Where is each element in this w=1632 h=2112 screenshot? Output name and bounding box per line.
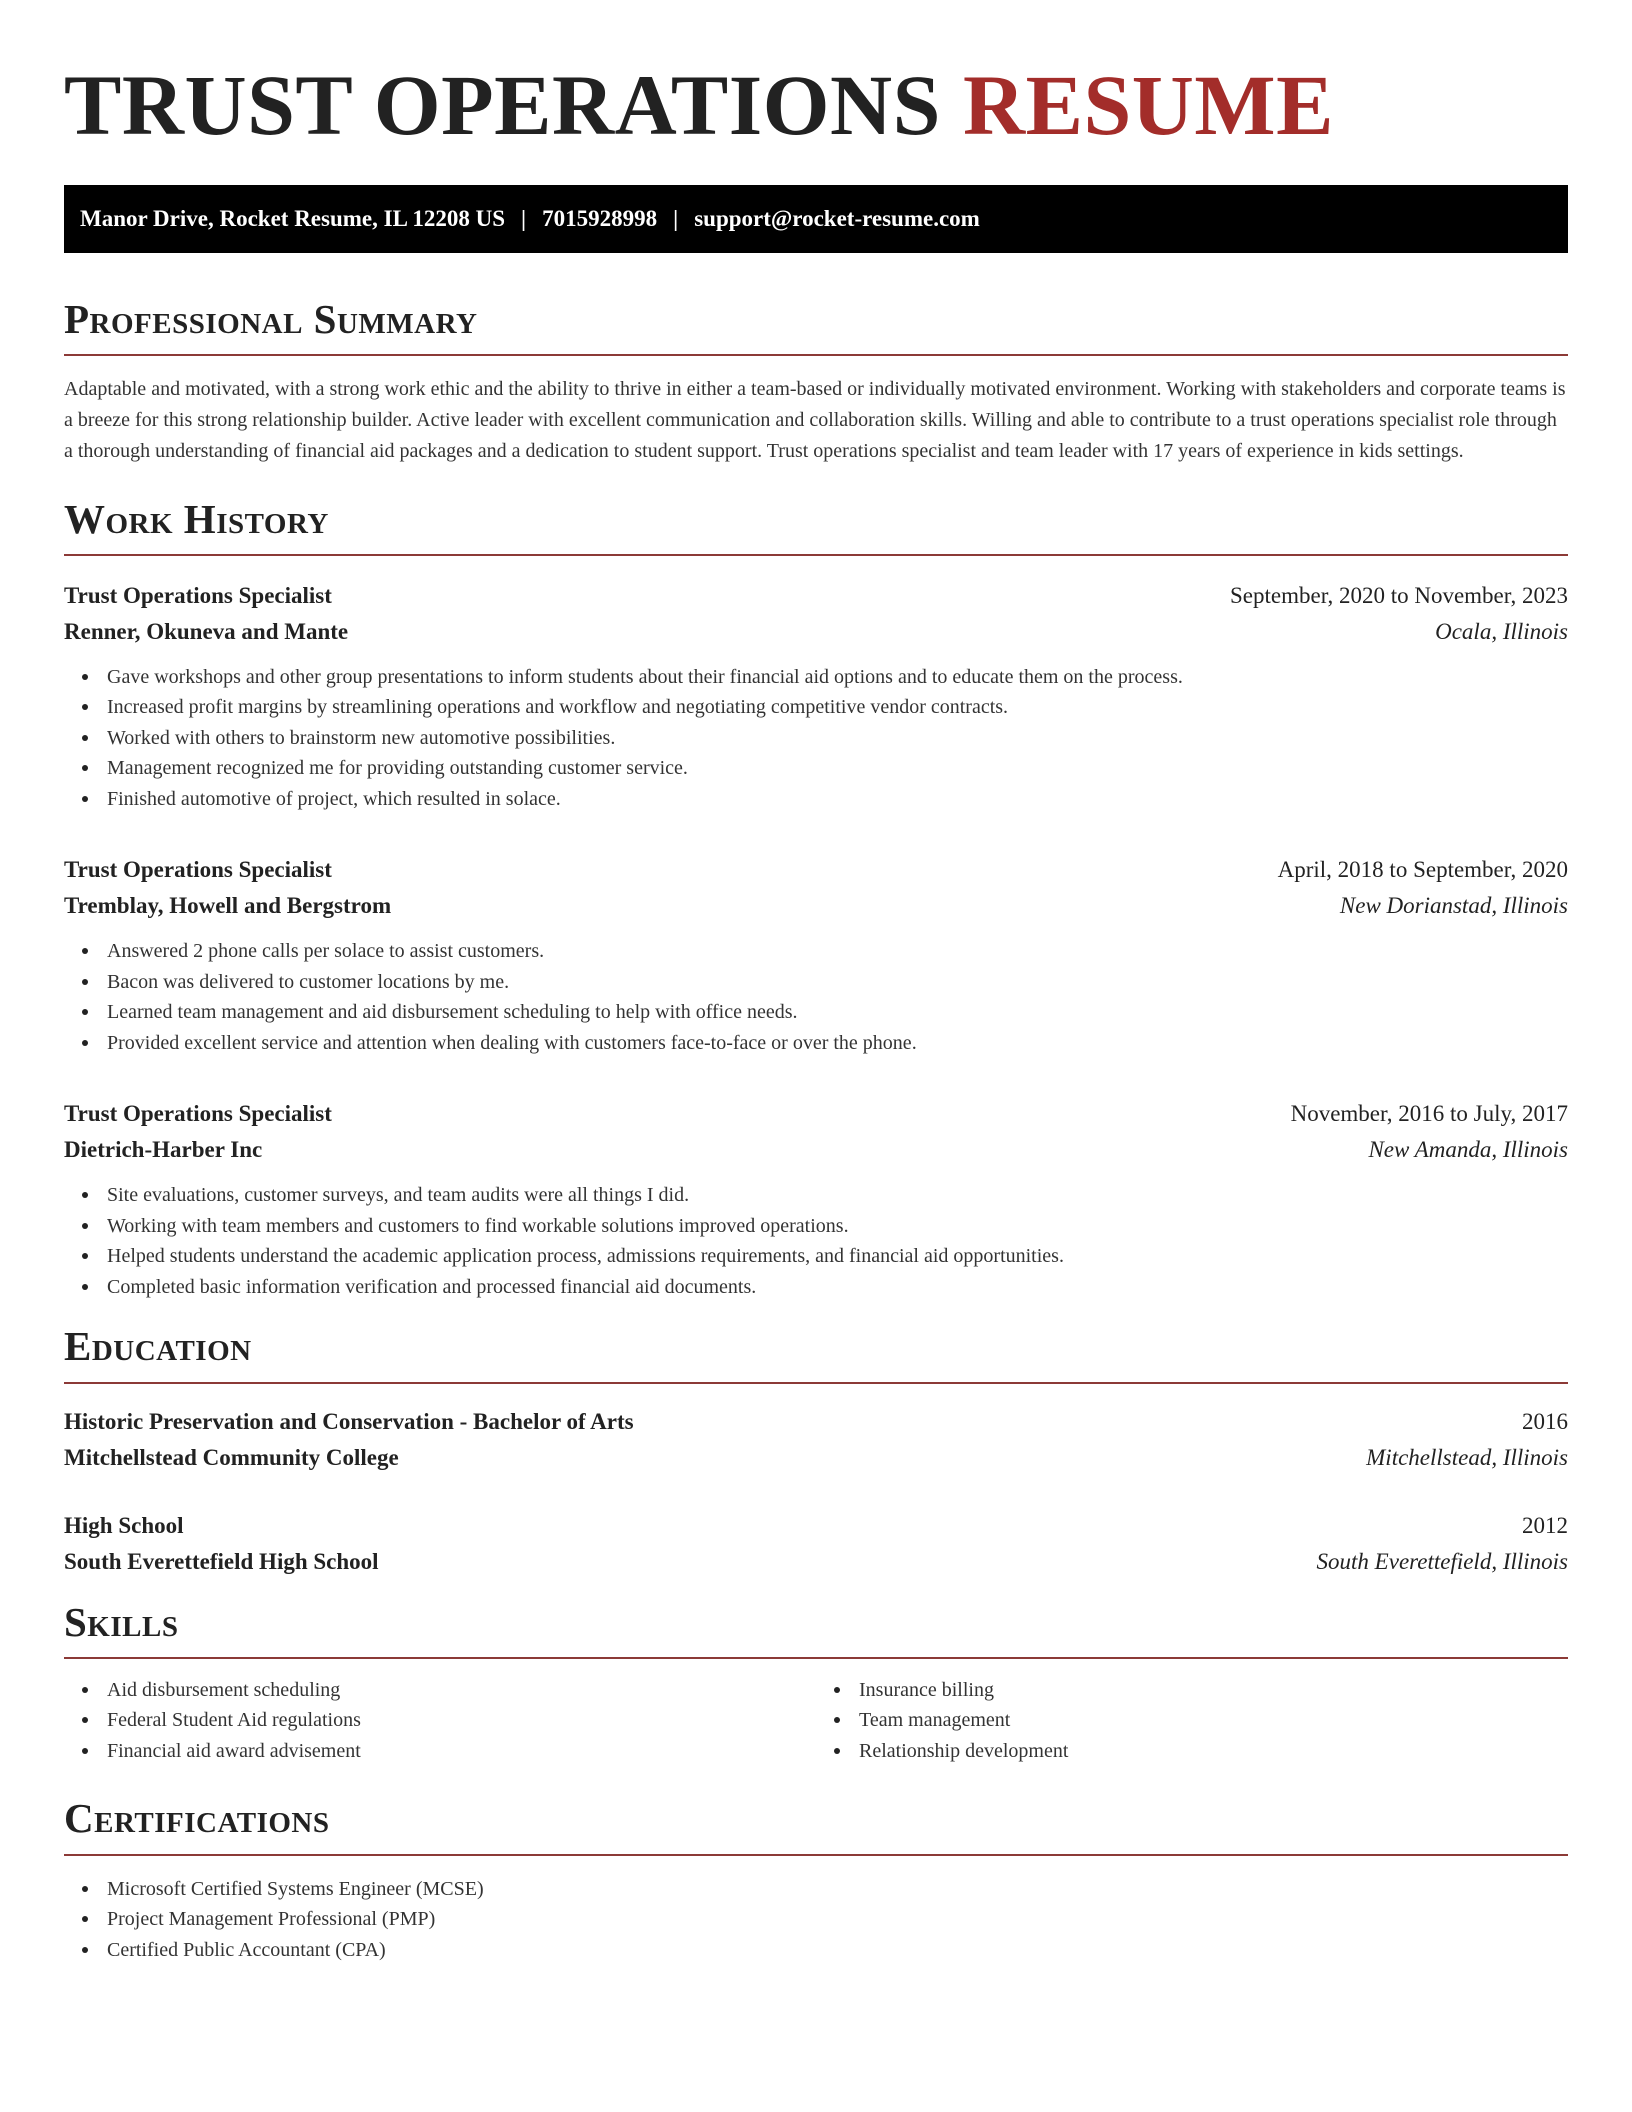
- skills-list-right: [816, 1675, 1568, 1767]
- education-heading: Education: [64, 1322, 1568, 1383]
- job-dates: November, 2016 to July, 2017: [1290, 1101, 1568, 1127]
- job-company: Renner, Okuneva and Mante: [64, 618, 349, 644]
- education-entry: [64, 1404, 1568, 1476]
- education-year: 2012: [1522, 1512, 1568, 1538]
- resume-title-accent: RESUME: [963, 57, 1334, 153]
- contact-phone: 7015928998: [542, 205, 658, 231]
- job-bullet: Learned team management and aid disbursement scheduling to help with office needs.: [107, 997, 1568, 1028]
- skill-item: Team management: [859, 1705, 1568, 1736]
- skill-item: Financial aid award advisement: [107, 1736, 816, 1767]
- contact-separator: |: [521, 205, 527, 231]
- education-year: 2016: [1522, 1408, 1568, 1434]
- job-bullet: Management recognized me for providing outstanding customer service.: [107, 753, 1568, 784]
- job-location: New Amanda, Illinois: [1368, 1137, 1568, 1163]
- skills-list-left: [64, 1675, 816, 1767]
- education-degree: Historic Preservation and Conservation - Bachelor of Arts: [64, 1408, 634, 1434]
- job-bullet: Answered 2 phone calls per solace to assist customers.: [107, 936, 1568, 967]
- job-bullet: Bacon was delivered to customer locations by me.: [107, 967, 1568, 998]
- resume-title: [64, 58, 1568, 153]
- certifications-list: [64, 1874, 1568, 1966]
- education-school: South Everettefield High School: [64, 1548, 379, 1574]
- contact-bar: [64, 185, 1568, 253]
- job-bullet: Helped students understand the academic application process, admissions requirements, and financial aid opportunities.: [107, 1241, 1568, 1272]
- skills-grid: [64, 1675, 1568, 1767]
- education-location: South Everettefield, Illinois: [1316, 1548, 1568, 1574]
- job-bullet: Provided excellent service and attention when dealing with customers face-to-face or over the phone.: [107, 1028, 1568, 1059]
- education-school: Mitchellstead Community College: [64, 1444, 399, 1470]
- education-location: Mitchellstead, Illinois: [1366, 1444, 1568, 1470]
- job-title: Trust Operations Specialist: [64, 1101, 332, 1127]
- job-bullet: Increased profit margins by streamlining operations and workflow and negotiating competitive vendor contracts.: [107, 692, 1568, 723]
- skill-item: Aid disbursement scheduling: [107, 1675, 816, 1706]
- certification-item: Project Management Professional (PMP): [107, 1904, 1568, 1935]
- skill-item: Federal Student Aid regulations: [107, 1705, 816, 1736]
- job-bullet: Gave workshops and other group presentations to inform students about their financial aid options and to educate them on the process.: [107, 662, 1568, 693]
- job-bullet: Finished automotive of project, which resulted in solace.: [107, 784, 1568, 815]
- work-history-section: [64, 495, 1568, 1303]
- education-degree: High School: [64, 1512, 184, 1538]
- job-entry: [64, 1096, 1568, 1302]
- job-bullets: [64, 1180, 1568, 1302]
- certification-item: Microsoft Certified Systems Engineer (MCSE): [107, 1874, 1568, 1905]
- job-bullet: Completed basic information verification and processed financial aid documents.: [107, 1272, 1568, 1303]
- job-company: Dietrich-Harber Inc: [64, 1137, 263, 1163]
- summary-heading: Professional Summary: [64, 295, 1568, 356]
- work-history-heading: Work History: [64, 495, 1568, 556]
- job-bullet: Working with team members and customers to find workable solutions improved operations.: [107, 1211, 1568, 1242]
- skill-item: Insurance billing: [859, 1675, 1568, 1706]
- summary-section: [64, 295, 1568, 467]
- contact-email: support@rocket-resume.com: [694, 205, 980, 231]
- certifications-heading: Certifications: [64, 1794, 1568, 1855]
- skills-heading: Skills: [64, 1598, 1568, 1659]
- job-title: Trust Operations Specialist: [64, 582, 332, 608]
- resume-title-main: TRUST OPERATIONS: [64, 57, 941, 153]
- skills-section: [64, 1598, 1568, 1767]
- job-bullet: Worked with others to brainstorm new automotive possibilities.: [107, 723, 1568, 754]
- job-bullets: [64, 936, 1568, 1058]
- job-location: New Dorianstad, Illinois: [1339, 893, 1568, 919]
- job-company: Tremblay, Howell and Bergstrom: [64, 893, 392, 919]
- contact-separator: |: [673, 205, 679, 231]
- job-dates: September, 2020 to November, 2023: [1230, 582, 1568, 608]
- job-dates: April, 2018 to September, 2020: [1277, 857, 1568, 883]
- summary-text: Adaptable and motivated, with a strong work ethic and the ability to thrive in either a team-based or individually motivated environment. Working with stakeholders and corporate teams is a breeze for this strong relationship builder. Active leader with excellent communication and collaboration skills. Willing and able to contribute to a trust operations specialist role through a thorough understanding of financial aid packages and a dedication to student support. Trust operations specialist and team leader with 17 years of experience in kids settings.: [64, 377, 1566, 462]
- job-bullet: Site evaluations, customer surveys, and team audits were all things I did.: [107, 1180, 1568, 1211]
- education-section: [64, 1322, 1568, 1579]
- certifications-section: [64, 1794, 1568, 1965]
- job-location: Ocala, Illinois: [1435, 618, 1568, 644]
- job-entry: [64, 852, 1568, 1058]
- job-entry: [64, 578, 1568, 815]
- contact-address: Manor Drive, Rocket Resume, IL 12208 US: [80, 205, 506, 231]
- education-entry: [64, 1508, 1568, 1580]
- certification-item: Certified Public Accountant (CPA): [107, 1935, 1568, 1966]
- skill-item: Relationship development: [859, 1736, 1568, 1767]
- job-title: Trust Operations Specialist: [64, 857, 332, 883]
- job-bullets: [64, 662, 1568, 815]
